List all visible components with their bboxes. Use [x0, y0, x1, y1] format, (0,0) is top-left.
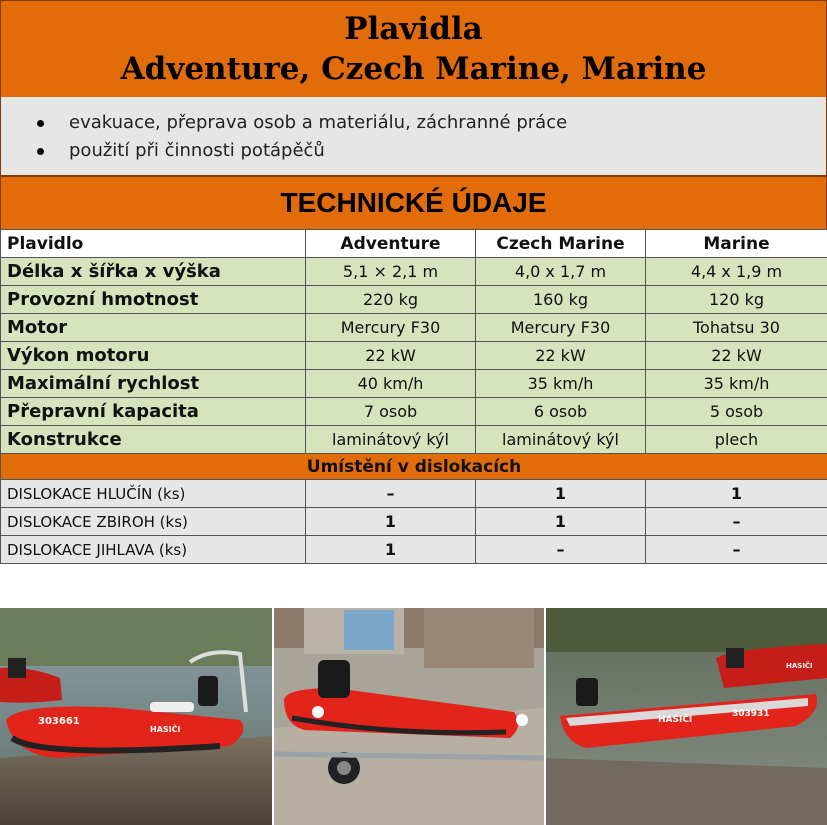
locations-title: Umístění v dislokacích: [1, 454, 827, 480]
location-count: 1: [646, 480, 827, 508]
location-label: DISLOKACE JIHLAVA (ks): [1, 536, 306, 564]
table-row: [1, 286, 827, 314]
table-cell: Tohatsu 30: [646, 314, 827, 342]
location-count: 1: [306, 508, 476, 536]
czech-marine-boat-image: [274, 608, 544, 825]
table-row: [1, 342, 827, 370]
location-count: –: [646, 536, 827, 564]
location-count: –: [306, 480, 476, 508]
column-header: Plavidlo: [1, 230, 306, 258]
table-row: [1, 398, 827, 426]
table-row: [1, 370, 827, 398]
boat-number: 303661: [38, 716, 80, 727]
location-label: DISLOKACE ZBIROH (ks): [1, 508, 306, 536]
table-cell: 35 km/h: [646, 370, 827, 398]
row-label: Maximální rychlost: [1, 370, 306, 398]
page-title: [0, 0, 827, 98]
bullet-icon: [37, 120, 44, 127]
usage-item: použití při činnosti potápěčů: [29, 137, 826, 165]
adventure-boat-image: [0, 608, 272, 825]
table-cell: Mercury F30: [306, 314, 476, 342]
column-header: Marine: [646, 230, 827, 258]
title-line-2: Adventure, Czech Marine, Marine: [120, 51, 707, 87]
specs-heading: TECHNICKÉ ÚDAJE: [0, 176, 827, 230]
boat-label: HASIČI: [150, 725, 181, 734]
location-count: –: [646, 508, 827, 536]
table-cell: 5 osob: [646, 398, 827, 426]
photo-marine: [546, 608, 827, 825]
location-row: [1, 480, 827, 508]
table-cell: 5,1 × 2,1 m: [306, 258, 476, 286]
table-cell: 4,0 x 1,7 m: [476, 258, 646, 286]
usage-list: [1, 97, 826, 165]
table-cell: 40 km/h: [306, 370, 476, 398]
table-cell: plech: [646, 426, 827, 454]
table-cell: Mercury F30: [476, 314, 646, 342]
specs-table: [0, 229, 827, 564]
row-label: Provozní hmotnost: [1, 286, 306, 314]
table-cell: 22 kW: [476, 342, 646, 370]
photo-czech-marine: [274, 608, 544, 825]
boat-label: HASIČI: [658, 715, 693, 725]
location-count: 1: [306, 536, 476, 564]
row-label: Délka x šířka x výška: [1, 258, 306, 286]
table-row: [1, 426, 827, 454]
table-row: [1, 258, 827, 286]
bullet-icon: [37, 148, 44, 155]
table-cell: 22 kW: [646, 342, 827, 370]
table-cell: 35 km/h: [476, 370, 646, 398]
location-count: –: [476, 536, 646, 564]
table-cell: 4,4 x 1,9 m: [646, 258, 827, 286]
boat-number: 303931: [732, 709, 770, 719]
table-cell: 220 kg: [306, 286, 476, 314]
location-count: 1: [476, 480, 646, 508]
location-count: 1: [476, 508, 646, 536]
table-cell: 160 kg: [476, 286, 646, 314]
table-header-row: [1, 230, 827, 258]
location-row: [1, 508, 827, 536]
usage-item: evakuace, přeprava osob a materiálu, záchranné práce: [29, 109, 826, 137]
location-label: DISLOKACE HLUČÍN (ks): [1, 480, 306, 508]
row-label: Motor: [1, 314, 306, 342]
photo-strip: [0, 608, 827, 825]
location-row: [1, 536, 827, 564]
photo-adventure: [0, 608, 272, 825]
row-label: Konstrukce: [1, 426, 306, 454]
marine-boat-image: [546, 608, 827, 825]
usage-list-box: [0, 97, 827, 176]
column-header: Czech Marine: [476, 230, 646, 258]
locations-header-row: [1, 454, 827, 480]
table-cell: 7 osob: [306, 398, 476, 426]
table-cell: 120 kg: [646, 286, 827, 314]
table-row: [1, 314, 827, 342]
boat-label: HASIČI: [786, 662, 813, 670]
table-cell: 22 kW: [306, 342, 476, 370]
title-line-1: Plavidla: [344, 11, 483, 47]
table-cell: 6 osob: [476, 398, 646, 426]
row-label: Výkon motoru: [1, 342, 306, 370]
column-header: Adventure: [306, 230, 476, 258]
table-cell: laminátový kýl: [306, 426, 476, 454]
table-cell: laminátový kýl: [476, 426, 646, 454]
row-label: Přepravní kapacita: [1, 398, 306, 426]
